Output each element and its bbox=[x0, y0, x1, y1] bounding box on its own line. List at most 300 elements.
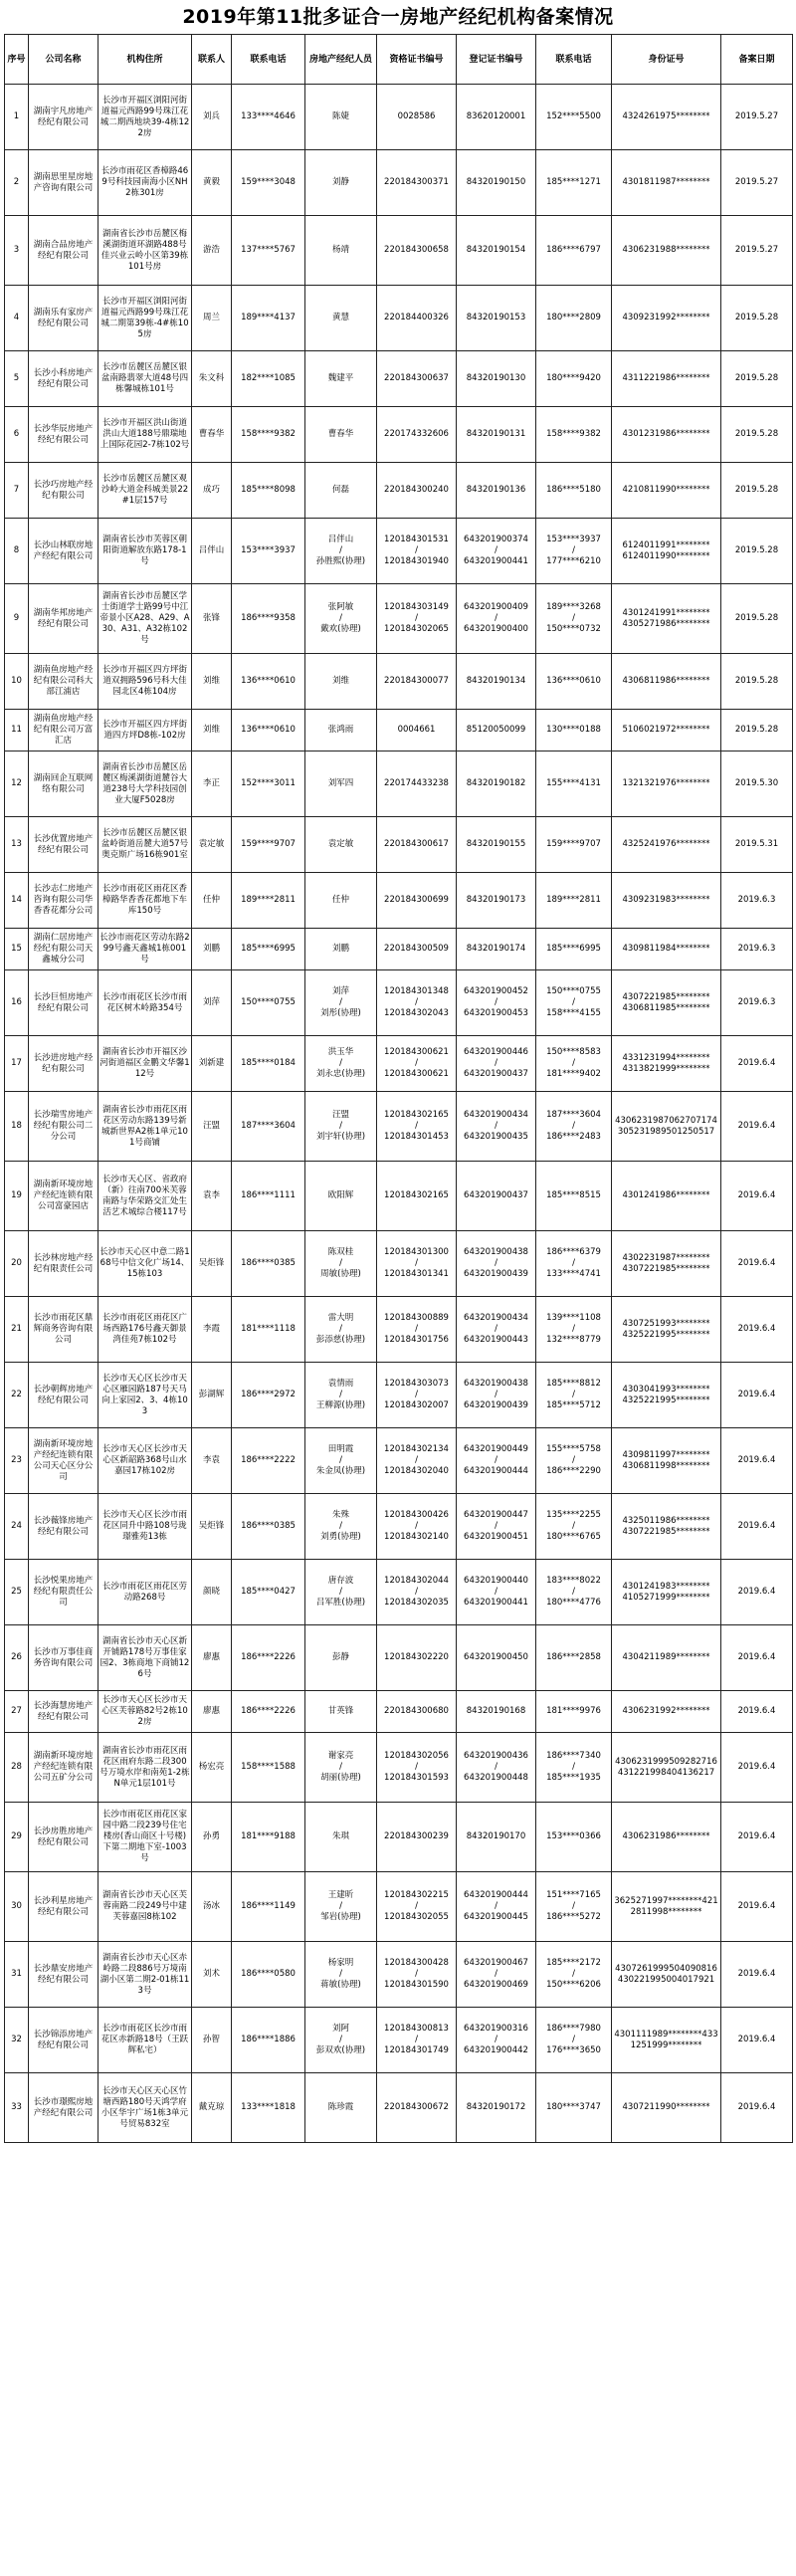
cell-address: 长沙市开福区浏阳河街道福元西路99号珠江花城二期西地块39-4栋122房 bbox=[99, 85, 192, 150]
col-header-agent-phone: 联系电话 bbox=[536, 35, 612, 85]
cell-company: 长沙巨恒房地产经纪有限公司 bbox=[29, 970, 99, 1036]
cell-reg bbox=[457, 216, 536, 286]
separator: / bbox=[339, 1258, 342, 1268]
cell-contact: 刘新建 bbox=[192, 1036, 232, 1092]
cell-id: 1321321976******** bbox=[612, 751, 721, 817]
cell-cert-value: 120184300889 bbox=[384, 1313, 449, 1323]
cell-reg-value: 84320190168 bbox=[466, 1706, 526, 1716]
cell-id bbox=[612, 1872, 721, 1942]
cell-id-value: 6124011990******** bbox=[622, 550, 710, 561]
cell-agent-phone bbox=[536, 1363, 612, 1428]
cell-reg-value: 643201900451 bbox=[464, 1532, 528, 1542]
cell-company: 长沙利星房地产经纪有限公司 bbox=[29, 1872, 99, 1942]
cell-company: 长沙海慧房地产经纪有限公司 bbox=[29, 1691, 99, 1733]
cell-reg-value: 643201900467 bbox=[464, 1958, 528, 1968]
cell-cert bbox=[377, 2073, 457, 2143]
cell-date: 2019.5.28 bbox=[721, 519, 793, 584]
cell-id-value: 4105271999******** bbox=[622, 1592, 710, 1603]
cell-id-value: 4305271986******** bbox=[622, 618, 710, 629]
cell-reg-value: 643201900437 bbox=[464, 1190, 528, 1200]
separator: / bbox=[415, 545, 418, 555]
cell-phone: 152****3011 bbox=[232, 751, 305, 817]
cell-date: 2019.6.4 bbox=[721, 1560, 793, 1625]
separator: / bbox=[495, 1969, 498, 1979]
table-row bbox=[5, 1733, 793, 1803]
col-header-cert: 资格证书编号 bbox=[377, 35, 457, 85]
cell-agent-phone-value: 185****5712 bbox=[546, 1400, 601, 1410]
cell-id-value: 4307251993******** bbox=[622, 1318, 710, 1329]
cell-date: 2019.6.4 bbox=[721, 1363, 793, 1428]
cell-reg bbox=[457, 654, 536, 710]
cell-agent-phone-value: 176****3650 bbox=[546, 2045, 601, 2055]
cell-agent-phone-value: 181****9402 bbox=[546, 1069, 601, 1079]
cell-no: 23 bbox=[5, 1428, 29, 1494]
cell-agents-value: 邹岩(协理) bbox=[320, 1912, 361, 1922]
cell-agent-phone-value: 150****8583 bbox=[546, 1047, 601, 1057]
cell-agents-value: 王柳源(协理) bbox=[315, 1400, 366, 1410]
cell-agents bbox=[305, 1691, 377, 1733]
cell-cert-value: 220184300637 bbox=[384, 373, 449, 383]
cell-agent-phone-value: 153****0366 bbox=[546, 1831, 601, 1841]
cell-contact: 廖惠 bbox=[192, 1625, 232, 1691]
cell-id bbox=[612, 1733, 721, 1803]
cell-agents-value: 雷大明 bbox=[327, 1313, 354, 1323]
cell-reg bbox=[457, 85, 536, 150]
cell-agent-phone bbox=[536, 1733, 612, 1803]
table-row bbox=[5, 817, 793, 873]
cell-phone: 186****2226 bbox=[232, 1691, 305, 1733]
cell-date: 2019.5.30 bbox=[721, 751, 793, 817]
cell-phone: 133****4646 bbox=[232, 85, 305, 150]
cell-company: 长沙瑞雪房地产经纪有限公司二分公司 bbox=[29, 1092, 99, 1162]
cell-reg-value: 643201900437 bbox=[464, 1069, 528, 1079]
cell-date: 2019.5.31 bbox=[721, 817, 793, 873]
cell-phone: 137****5767 bbox=[232, 216, 305, 286]
separator: / bbox=[339, 1121, 342, 1131]
cell-reg bbox=[457, 970, 536, 1036]
separator: / bbox=[572, 613, 575, 623]
cell-reg-value: 643201900434 bbox=[464, 1110, 528, 1120]
cell-reg-value: 84320190173 bbox=[466, 895, 526, 905]
cell-agent-phone-value: 185****8812 bbox=[546, 1379, 601, 1389]
cell-date: 2019.5.28 bbox=[721, 407, 793, 463]
separator: / bbox=[415, 1521, 418, 1531]
separator: / bbox=[572, 1587, 575, 1597]
cell-reg bbox=[457, 2008, 536, 2073]
cell-agent-phone-value: 187****3604 bbox=[546, 1110, 601, 1120]
cell-no: 24 bbox=[5, 1494, 29, 1560]
cell-reg bbox=[457, 1872, 536, 1942]
separator: / bbox=[339, 1901, 342, 1911]
cell-id-value: 4306231987062707174305231989501250517 bbox=[615, 1115, 717, 1137]
table-row bbox=[5, 1494, 793, 1560]
table-row bbox=[5, 1092, 793, 1162]
cell-id bbox=[612, 1363, 721, 1428]
cell-contact: 孙勇 bbox=[192, 1803, 232, 1872]
cell-agent-phone bbox=[536, 1625, 612, 1691]
cell-agent-phone-value: 185****1935 bbox=[546, 1773, 601, 1783]
cell-cert-value: 120184302043 bbox=[384, 1008, 449, 1018]
cell-no: 11 bbox=[5, 710, 29, 751]
cell-phone: 158****9382 bbox=[232, 407, 305, 463]
cell-agent-phone bbox=[536, 1092, 612, 1162]
cell-reg-value: 84320190170 bbox=[466, 1831, 526, 1841]
cell-agents-value: 孙胜熙(协理) bbox=[315, 556, 366, 566]
cell-address: 长沙市雨花区劳动东路299号鑫天鑫城1栋001号 bbox=[99, 929, 192, 970]
cell-date: 2019.6.4 bbox=[721, 1872, 793, 1942]
col-header-no: 序号 bbox=[5, 35, 29, 85]
cell-cert-value: 120184302044 bbox=[384, 1576, 449, 1586]
cell-id-value: 4313821999******** bbox=[622, 1063, 710, 1074]
cell-agents bbox=[305, 1162, 377, 1231]
cell-address: 湖南省长沙市天心区赤岭路二段886号万境南湖小区第二期2-01栋113号 bbox=[99, 1942, 192, 2008]
cell-cert-value: 120184301940 bbox=[384, 556, 449, 566]
cell-agents-value: 吕军胜(协理) bbox=[315, 1598, 366, 1608]
cell-agent-phone bbox=[536, 519, 612, 584]
cell-agent-phone-value: 180****9420 bbox=[546, 373, 601, 383]
cell-reg bbox=[457, 1428, 536, 1494]
cell-cert bbox=[377, 817, 457, 873]
cell-agents bbox=[305, 2008, 377, 2073]
cell-phone: 181****9188 bbox=[232, 1803, 305, 1872]
cell-id-value: 4306811985******** bbox=[622, 1002, 710, 1013]
cell-date: 2019.5.27 bbox=[721, 85, 793, 150]
cell-id: 4301241986******** bbox=[612, 1162, 721, 1231]
cell-phone: 133****1818 bbox=[232, 2073, 305, 2143]
cell-id: 4309231983******** bbox=[612, 873, 721, 929]
cell-phone: 181****1118 bbox=[232, 1297, 305, 1363]
col-header-contact: 联系人 bbox=[192, 35, 232, 85]
cell-reg bbox=[457, 463, 536, 519]
cell-id bbox=[612, 970, 721, 1036]
cell-agents bbox=[305, 1231, 377, 1297]
table-row bbox=[5, 216, 793, 286]
cell-reg-value: 643201900316 bbox=[464, 2024, 528, 2034]
cell-agents-value: 黄慧 bbox=[331, 313, 349, 322]
cell-cert bbox=[377, 1872, 457, 1942]
cell-contact: 颜晓 bbox=[192, 1560, 232, 1625]
cell-company: 湖南合品房地产经纪有限公司 bbox=[29, 216, 99, 286]
cell-company: 湖南华邦房地产经纪有限公司 bbox=[29, 584, 99, 654]
col-header-id: 身份证号 bbox=[612, 35, 721, 85]
cell-cert bbox=[377, 2008, 457, 2073]
cell-no: 15 bbox=[5, 929, 29, 970]
cell-no: 16 bbox=[5, 970, 29, 1036]
cell-cert-value: 120184301756 bbox=[384, 1335, 449, 1345]
cell-contact: 袁李 bbox=[192, 1162, 232, 1231]
cell-cert-value: 120184302165 bbox=[384, 1190, 449, 1200]
cell-contact: 廖惠 bbox=[192, 1691, 232, 1733]
cell-reg bbox=[457, 150, 536, 216]
cell-cert bbox=[377, 873, 457, 929]
cell-agent-phone-value: 180****4776 bbox=[546, 1598, 601, 1608]
cell-agent-phone-value: 132****8779 bbox=[546, 1335, 601, 1345]
cell-agent-phone bbox=[536, 85, 612, 150]
cell-phone: 186****0385 bbox=[232, 1231, 305, 1297]
cell-agents-value: 胡丽(协理) bbox=[320, 1773, 361, 1783]
cell-no: 20 bbox=[5, 1231, 29, 1297]
cell-cert bbox=[377, 463, 457, 519]
cell-agent-phone-value: 153****3937 bbox=[546, 535, 601, 544]
separator: / bbox=[495, 1058, 498, 1068]
cell-cert-value: 220184300680 bbox=[384, 1706, 449, 1716]
cell-reg-value: 643201900434 bbox=[464, 1313, 528, 1323]
cell-date: 2019.5.28 bbox=[721, 584, 793, 654]
cell-agent-phone bbox=[536, 1036, 612, 1092]
cell-no: 4 bbox=[5, 286, 29, 351]
cell-cert bbox=[377, 1162, 457, 1231]
cell-phone: 186****2226 bbox=[232, 1625, 305, 1691]
cell-address: 湖南省长沙市天心区新开铺路178号万事佳家园2、3栋商地下商铺126号 bbox=[99, 1625, 192, 1691]
cell-no: 17 bbox=[5, 1036, 29, 1092]
cell-id: 4309231992******** bbox=[612, 286, 721, 351]
cell-reg-value: 643201900444 bbox=[464, 1466, 528, 1476]
cell-company: 长沙华辰房地产经纪有限公司 bbox=[29, 407, 99, 463]
cell-agent-phone bbox=[536, 216, 612, 286]
cell-reg-value: 84320190130 bbox=[466, 373, 526, 383]
cell-no: 7 bbox=[5, 463, 29, 519]
cell-id-value: 4303041993******** bbox=[622, 1384, 710, 1395]
table-row bbox=[5, 351, 793, 407]
separator: / bbox=[339, 1455, 342, 1465]
cell-agents bbox=[305, 85, 377, 150]
cell-phone: 189****4137 bbox=[232, 286, 305, 351]
cell-cert-value: 220184300699 bbox=[384, 895, 449, 905]
cell-agent-phone bbox=[536, 1297, 612, 1363]
cell-agent-phone bbox=[536, 1162, 612, 1231]
cell-phone: 186****0580 bbox=[232, 1942, 305, 2008]
cell-phone: 186****1111 bbox=[232, 1162, 305, 1231]
cell-id-value: 4301111989********4331251999******** bbox=[614, 2029, 718, 2050]
cell-company: 长沙薇锋房地产经纪有限公司 bbox=[29, 1494, 99, 1560]
cell-agents-value: 朱金凤(协理) bbox=[315, 1466, 366, 1476]
cell-address: 长沙市雨花区雨花区劳动路268号 bbox=[99, 1560, 192, 1625]
table-row bbox=[5, 1942, 793, 2008]
cell-contact: 周兰 bbox=[192, 286, 232, 351]
cell-agents-value: 魏建平 bbox=[327, 373, 354, 383]
cell-reg-value: 643201900400 bbox=[464, 624, 528, 634]
separator: / bbox=[495, 613, 498, 623]
cell-reg bbox=[457, 1363, 536, 1428]
cell-agents-value: 刘勇(协理) bbox=[320, 1532, 361, 1542]
cell-cert bbox=[377, 584, 457, 654]
cell-cert bbox=[377, 407, 457, 463]
cell-phone: 159****3048 bbox=[232, 150, 305, 216]
cell-cert-value: 120184302035 bbox=[384, 1598, 449, 1608]
cell-company: 长沙市雨花区鼎辉商务咨询有限公司 bbox=[29, 1297, 99, 1363]
cell-reg-value: 643201900446 bbox=[464, 1047, 528, 1057]
cell-cert bbox=[377, 150, 457, 216]
cell-id: 5106021972******** bbox=[612, 710, 721, 751]
separator: / bbox=[495, 1455, 498, 1465]
cell-date: 2019.5.28 bbox=[721, 351, 793, 407]
cell-reg bbox=[457, 1733, 536, 1803]
cell-id: 4306811986******** bbox=[612, 654, 721, 710]
separator: / bbox=[572, 997, 575, 1007]
cell-cert bbox=[377, 216, 457, 286]
cell-agents-value: 戴欢(协理) bbox=[320, 624, 361, 634]
cell-contact: 成巧 bbox=[192, 463, 232, 519]
cell-address: 长沙市雨花区雨花区家园中路二段239号住宅楼房(香山商区十号楼)下第二期地下室-1003号 bbox=[99, 1803, 192, 1872]
cell-agent-phone-value: 180****2809 bbox=[546, 313, 601, 322]
cell-agents-value: 陈珍霞 bbox=[327, 2102, 354, 2112]
cell-agent-phone bbox=[536, 654, 612, 710]
cell-company: 长沙进房地产经纪有限公司 bbox=[29, 1036, 99, 1092]
cell-agents-value: 刘阿 bbox=[331, 2024, 349, 2034]
cell-agents-value: 彭添慈(协理) bbox=[315, 1335, 366, 1345]
cell-address: 湖南省长沙市雨花区雨花区劳动东路139号新城新世界A2栋1单元101号商铺 bbox=[99, 1092, 192, 1162]
cell-agent-phone-value: 135****2255 bbox=[546, 1510, 601, 1520]
cell-id: 4301231986******** bbox=[612, 407, 721, 463]
cell-no: 30 bbox=[5, 1872, 29, 1942]
cell-reg bbox=[457, 351, 536, 407]
cell-date: 2019.6.3 bbox=[721, 970, 793, 1036]
cell-contact: 彭湖辉 bbox=[192, 1363, 232, 1428]
cell-address: 湖南省长沙市岳麓区岳麓区梅溪湖街道麓谷大道238号大学科技园创业大厦F5028房 bbox=[99, 751, 192, 817]
cell-agent-phone-value: 130****0188 bbox=[546, 725, 601, 735]
cell-no: 22 bbox=[5, 1363, 29, 1428]
separator: / bbox=[339, 1390, 342, 1399]
cell-reg-value: 643201900453 bbox=[464, 1008, 528, 1018]
cell-reg-value: 643201900436 bbox=[464, 1751, 528, 1761]
cell-no: 29 bbox=[5, 1803, 29, 1872]
cell-cert-value: 220174433238 bbox=[384, 778, 449, 788]
cell-address: 长沙市雨花区雨花区香樟路华香香花都地下车库150号 bbox=[99, 873, 192, 929]
cell-date: 2019.6.3 bbox=[721, 873, 793, 929]
cell-agents bbox=[305, 407, 377, 463]
cell-cert-value: 120184300621 bbox=[384, 1069, 449, 1079]
cell-reg bbox=[457, 929, 536, 970]
cell-agent-phone-value: 152****5500 bbox=[546, 111, 601, 121]
cell-date: 2019.6.4 bbox=[721, 1162, 793, 1231]
cell-agents bbox=[305, 216, 377, 286]
cell-reg-value: 84320190155 bbox=[466, 839, 526, 849]
cell-contact: 刘兵 bbox=[192, 85, 232, 150]
table-row bbox=[5, 1560, 793, 1625]
cell-agent-phone-value: 186****2483 bbox=[546, 1132, 601, 1142]
cell-id-value: 4331231994******** bbox=[622, 1052, 710, 1063]
separator: / bbox=[415, 1390, 418, 1399]
cell-id: 4309811984******** bbox=[612, 929, 721, 970]
separator: / bbox=[339, 1587, 342, 1597]
cell-cert bbox=[377, 1231, 457, 1297]
cell-contact: 刘维 bbox=[192, 710, 232, 751]
cell-id: 4307211990******** bbox=[612, 2073, 721, 2143]
cell-address: 长沙市开福区四方坪街道四方坪D8栋-102房 bbox=[99, 710, 192, 751]
cell-reg-value: 643201900441 bbox=[464, 556, 528, 566]
cell-date: 2019.6.4 bbox=[721, 2008, 793, 2073]
cell-no: 10 bbox=[5, 654, 29, 710]
cell-agents-value: 刘永忠(协理) bbox=[315, 1069, 366, 1079]
cell-cert-value: 120184300426 bbox=[384, 1510, 449, 1520]
cell-id bbox=[612, 584, 721, 654]
cell-agents bbox=[305, 519, 377, 584]
cell-cert bbox=[377, 85, 457, 150]
cell-reg-value: 643201900444 bbox=[464, 1890, 528, 1900]
table-row bbox=[5, 407, 793, 463]
cell-date: 2019.6.4 bbox=[721, 1231, 793, 1297]
cell-phone: 186****1149 bbox=[232, 1872, 305, 1942]
cell-agent-phone-value: 158****9382 bbox=[546, 429, 601, 439]
cell-agents bbox=[305, 584, 377, 654]
cell-contact: 李霞 bbox=[192, 1297, 232, 1363]
cell-agents-value: 曹春华 bbox=[327, 429, 354, 439]
cell-cert-value: 120184302065 bbox=[384, 624, 449, 634]
cell-no: 2 bbox=[5, 150, 29, 216]
cell-agent-phone bbox=[536, 1691, 612, 1733]
cell-agent-phone-value: 177****6210 bbox=[546, 556, 601, 566]
cell-agents bbox=[305, 1733, 377, 1803]
cell-cert-value: 120184301300 bbox=[384, 1247, 449, 1257]
cell-reg bbox=[457, 1036, 536, 1092]
cell-agent-phone bbox=[536, 1803, 612, 1872]
separator: / bbox=[339, 613, 342, 623]
cell-agent-phone-value: 150****0755 bbox=[546, 986, 601, 996]
table-header-row bbox=[5, 35, 793, 85]
cell-agent-phone-value: 185****1271 bbox=[546, 177, 601, 187]
separator: / bbox=[339, 2035, 342, 2044]
cell-agents-value: 甘英锋 bbox=[327, 1706, 354, 1716]
cell-agent-phone-value: 136****0610 bbox=[546, 676, 601, 686]
cell-no: 18 bbox=[5, 1092, 29, 1162]
cell-reg-value: 85120050099 bbox=[466, 725, 526, 735]
separator: / bbox=[572, 1521, 575, 1531]
cell-cert-value: 120184303073 bbox=[384, 1379, 449, 1389]
cell-address: 湖南省长沙市芙蓉区朝阳街道解放东路178-1号 bbox=[99, 519, 192, 584]
cell-contact: 刘术 bbox=[192, 1942, 232, 2008]
cell-cert-value: 220184300672 bbox=[384, 2102, 449, 2112]
cell-reg-value: 84320190154 bbox=[466, 245, 526, 255]
cell-contact: 杨宏亮 bbox=[192, 1733, 232, 1803]
cell-no: 31 bbox=[5, 1942, 29, 2008]
cell-company: 长沙市璟熙房地产经纪有限公司 bbox=[29, 2073, 99, 2143]
cell-reg bbox=[457, 1231, 536, 1297]
table-row bbox=[5, 150, 793, 216]
separator: / bbox=[572, 1258, 575, 1268]
cell-date: 2019.6.4 bbox=[721, 1733, 793, 1803]
cell-agents bbox=[305, 1363, 377, 1428]
cell-reg bbox=[457, 519, 536, 584]
cell-contact: 戴克琼 bbox=[192, 2073, 232, 2143]
cell-agent-phone-value: 186****6379 bbox=[546, 1247, 601, 1257]
table-row bbox=[5, 286, 793, 351]
cell-cert-value: 120184302040 bbox=[384, 1466, 449, 1476]
cell-cert bbox=[377, 1363, 457, 1428]
separator: / bbox=[495, 1324, 498, 1334]
cell-address: 长沙市雨花区香樟路469号科技园南海小区NH2栋301房 bbox=[99, 150, 192, 216]
cell-agent-phone-value: 139****1108 bbox=[546, 1313, 601, 1323]
cell-agents-value: 袁定敏 bbox=[327, 839, 354, 849]
cell-agent-phone bbox=[536, 710, 612, 751]
cell-date: 2019.6.4 bbox=[721, 1428, 793, 1494]
cell-agents-value: 欧阳辉 bbox=[327, 1190, 354, 1200]
table-row bbox=[5, 654, 793, 710]
cell-cert-value: 0028586 bbox=[397, 111, 436, 121]
cell-agent-phone bbox=[536, 1428, 612, 1494]
cell-cert-value: 220174332606 bbox=[384, 429, 449, 439]
cell-date: 2019.6.4 bbox=[721, 1942, 793, 2008]
cell-agent-phone-value: 185****6995 bbox=[546, 944, 601, 954]
cell-cert-value: 120184302055 bbox=[384, 1912, 449, 1922]
cell-company: 湖南新环境房地产经纪连锁有限公司五矿分公司 bbox=[29, 1733, 99, 1803]
cell-agent-phone bbox=[536, 2073, 612, 2143]
cell-address: 长沙市雨花区长沙市雨花区树木岭路354号 bbox=[99, 970, 192, 1036]
cell-phone: 185****0427 bbox=[232, 1560, 305, 1625]
cell-agents bbox=[305, 873, 377, 929]
cell-cert bbox=[377, 1092, 457, 1162]
cell-id: 4306231992******** bbox=[612, 1691, 721, 1733]
cell-agents-value: 洪玉华 bbox=[327, 1047, 354, 1057]
